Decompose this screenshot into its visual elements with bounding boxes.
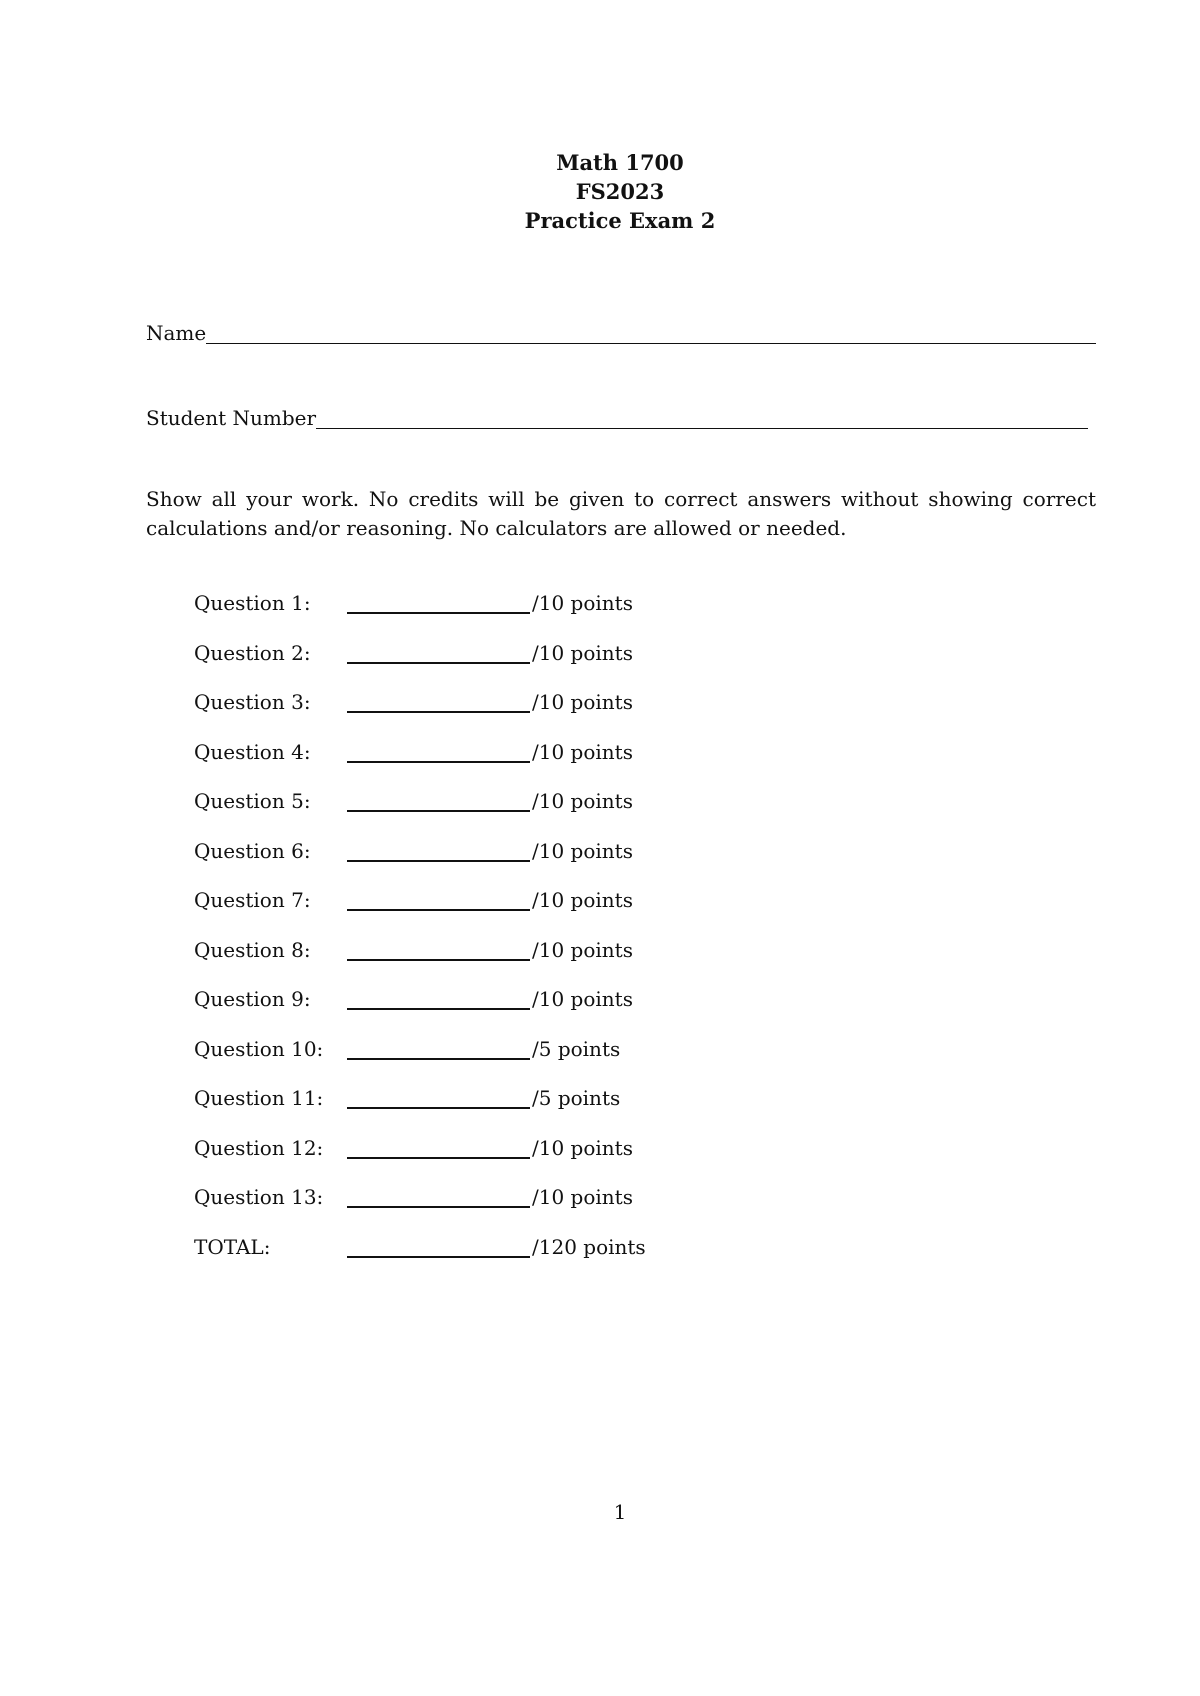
score-blank-line[interactable]	[347, 1008, 530, 1010]
exam-title: Practice Exam 2	[524, 208, 716, 233]
score-row-points: /10 points	[532, 1185, 633, 1209]
score-blank-line[interactable]	[347, 711, 530, 713]
score-blank-line[interactable]	[347, 1107, 530, 1109]
score-row-label: Question 7:	[194, 888, 311, 912]
score-blank-line[interactable]	[347, 959, 530, 961]
page-number: 1	[613, 1500, 627, 1524]
score-row-points: /10 points	[532, 789, 633, 813]
score-row-points: /5 points	[532, 1036, 621, 1061]
score-row-points: /10 points	[532, 739, 633, 764]
score-row-label: Question 2:	[194, 640, 311, 665]
name-field[interactable]	[146, 322, 1096, 344]
total-points: /120 points	[532, 1234, 646, 1259]
score-blank-line[interactable]	[347, 1058, 530, 1060]
student-number-field[interactable]	[146, 407, 1088, 429]
score-row-label: Question 8:	[194, 937, 311, 962]
score-row-points: /10 points	[532, 591, 633, 615]
score-blank-line[interactable]	[347, 761, 530, 763]
score-blank-line[interactable]	[347, 612, 530, 614]
score-row-label: Question 4:	[194, 739, 311, 764]
score-row-label: Question 12:	[194, 1135, 324, 1160]
score-row-label: Question 5:	[194, 789, 311, 813]
name-label: Name	[146, 321, 207, 345]
student-number-label: Student Number	[146, 406, 317, 430]
score-blank-line[interactable]	[347, 810, 530, 812]
score-row-label: Question 11:	[194, 1086, 324, 1110]
score-row-points: /10 points	[532, 1135, 633, 1160]
score-blank-line[interactable]	[347, 1157, 530, 1159]
score-row-label: Question 6:	[194, 838, 311, 863]
score-blank-line[interactable]	[347, 860, 530, 862]
score-row-label: Question 13:	[194, 1185, 324, 1209]
score-row-points: /10 points	[532, 888, 633, 912]
score-blank-line[interactable]	[347, 662, 530, 664]
score-row-label: Question 3:	[194, 690, 311, 714]
score-blank-line[interactable]	[347, 1206, 530, 1208]
score-row-points: /10 points	[532, 937, 633, 962]
score-row-points: /10 points	[532, 690, 633, 714]
total-label: TOTAL:	[194, 1234, 271, 1259]
total-blank-line[interactable]	[347, 1256, 530, 1258]
score-row-label: Question 10:	[194, 1036, 324, 1061]
instructions-paragraph: Show all your work. No credits will be given to correct answers without showing correct calculations and/or reasoning. No calculators are allowed or needed.	[146, 487, 1096, 540]
score-blank-line[interactable]	[347, 909, 530, 911]
score-row-label: Question 1:	[194, 591, 311, 615]
name-blank-line[interactable]	[206, 327, 1096, 344]
exam-header	[0, 148, 1200, 235]
score-row-points: /10 points	[532, 987, 633, 1011]
score-row-label: Question 9:	[194, 987, 311, 1011]
score-row-points: /5 points	[532, 1086, 621, 1110]
term-title: FS2023	[575, 179, 665, 204]
score-row-points: /10 points	[532, 640, 633, 665]
student-number-blank-line[interactable]	[316, 412, 1088, 429]
course-title: Math 1700	[556, 150, 684, 175]
score-row-points: /10 points	[532, 838, 633, 863]
